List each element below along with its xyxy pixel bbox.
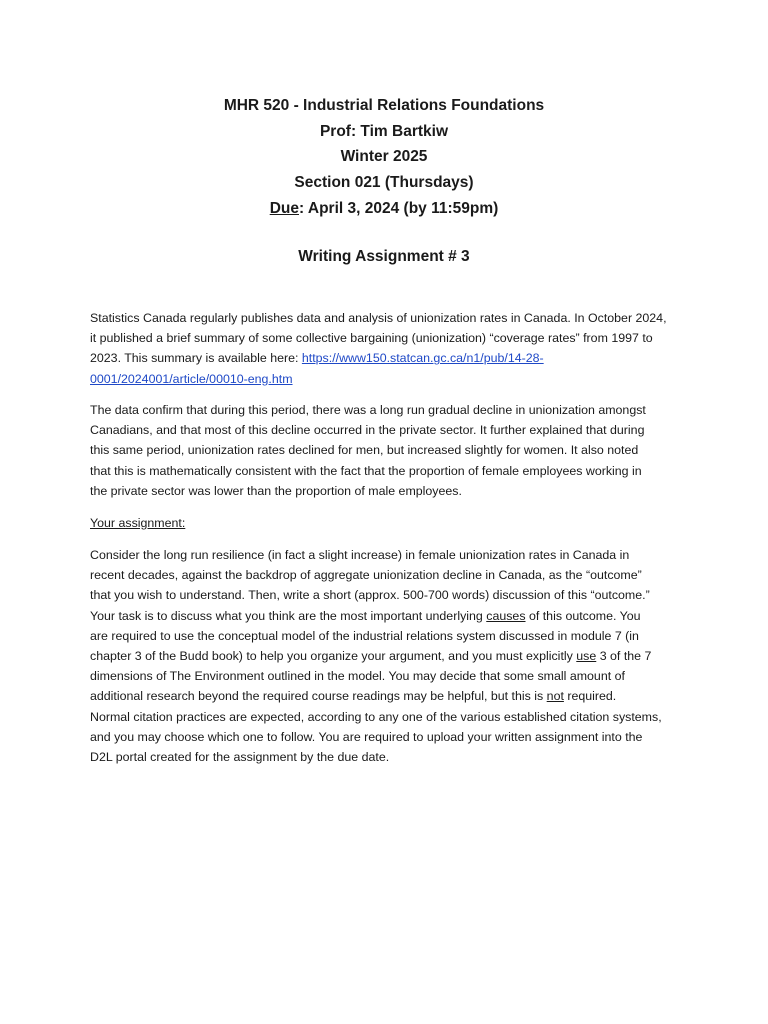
emphasis-not: not bbox=[546, 689, 564, 704]
professor-name: Prof: Tim Bartkiw bbox=[319, 122, 449, 140]
paragraph-intro bbox=[90, 308, 690, 389]
text-line bbox=[90, 606, 690, 626]
text-line: dimensions of The Environment outlined in the model. You may decide that some small amount of bbox=[90, 669, 625, 684]
due-label: Due bbox=[269, 199, 299, 217]
text-line: that this is mathematically consistent with the fact that the proportion of female employees working in bbox=[90, 463, 642, 478]
text-line: that you wish to understand. Then, write a short (approx. 500-700 words) discussion of this “outcome.” bbox=[90, 588, 650, 603]
text-segment: 2023. This summary is available here: bbox=[90, 351, 302, 366]
text-segment: required. bbox=[563, 689, 617, 704]
text-line: The data confirm that during this period, there was a long run gradual decline in unionization amongst bbox=[90, 403, 646, 417]
text-line: it published a brief summary of some collective bargaining (unionization) “coverage rates” from 1997 to bbox=[90, 331, 653, 346]
text-line: this same period, unionization rates declined for men, but increased slightly for women. It also noted bbox=[90, 443, 639, 458]
text-line bbox=[90, 369, 690, 389]
text-line: and you may choose which one to follow. You are required to upload your written assignment into the bbox=[90, 729, 643, 744]
due-value: : April 3, 2024 (by 11:59pm) bbox=[299, 199, 499, 217]
text-line: recent decades, against the backdrop of aggregate unionization decline in Canada, as the “outcome” bbox=[90, 568, 642, 583]
emphasis-causes: causes bbox=[486, 608, 526, 623]
text-line: are required to use the conceptual model of the industrial relations system discussed in module 7 (in bbox=[90, 628, 639, 643]
text-line bbox=[90, 646, 690, 666]
due-date bbox=[0, 196, 768, 222]
emphasis-use: use bbox=[576, 649, 597, 664]
text-line bbox=[90, 686, 690, 706]
statcan-link[interactable]: https://www150.statcan.gc.ca/n1/pub/14-28- bbox=[301, 351, 544, 366]
text-segment: Your task is to discuss what you think are the most important underlying bbox=[90, 608, 487, 623]
text-line: Canadians, and that most of this decline occurred in the private sector. It further explained that during bbox=[90, 423, 645, 438]
text-line: Normal citation practices are expected, according to any one of the various established citation systems, bbox=[90, 709, 662, 724]
text-segment: of this outcome. You bbox=[525, 608, 641, 623]
text-line: Consider the long run resilience (in fact a slight increase) in female unionization rates in Canada in bbox=[90, 548, 630, 562]
assignment-title: Writing Assignment # 3 bbox=[298, 248, 470, 265]
section: Section 021 (Thursdays) bbox=[294, 174, 474, 192]
text-line: Statistics Canada regularly publishes data and analysis of unionization rates in Canada. In October 2024, bbox=[90, 311, 667, 325]
term: Winter 2025 bbox=[340, 148, 428, 166]
text-segment: additional research beyond the required course readings may be helpful, but this is bbox=[90, 689, 547, 704]
your-assignment-heading bbox=[90, 513, 690, 533]
paragraph-instructions bbox=[90, 545, 690, 767]
text-line bbox=[90, 348, 690, 368]
your-assignment-label: Your assignment: bbox=[90, 516, 186, 530]
document-header bbox=[0, 93, 768, 222]
text-line: the private sector was lower than the proportion of male employees. bbox=[90, 483, 462, 498]
text-line: D2L portal created for the assignment by the due date. bbox=[90, 750, 390, 765]
course-title: MHR 520 - Industrial Relations Foundations bbox=[223, 97, 545, 114]
text-segment: chapter 3 of the Budd book) to help you organize your argument, and you must explicitly bbox=[90, 649, 577, 664]
statcan-link-continued[interactable]: 0001/2024001/article/00010-eng.htm bbox=[90, 371, 293, 386]
text-segment: 3 of the 7 bbox=[596, 649, 652, 664]
paragraph-data bbox=[90, 400, 690, 501]
